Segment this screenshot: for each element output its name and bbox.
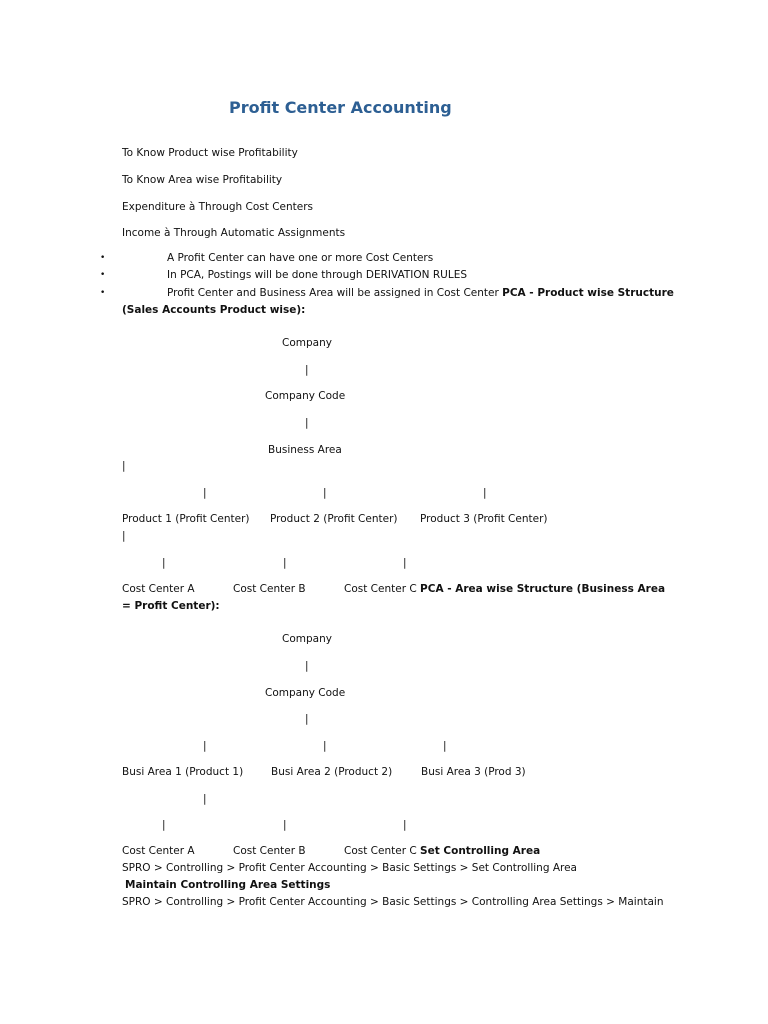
area-structure-heading: PCA - Area wise Structure (Business Area — [420, 583, 666, 595]
connector: | — [203, 793, 207, 805]
bullet-text: A Profit Center can have one or more Cost Centers — [167, 252, 434, 264]
node-busi-area: Busi Area 3 (Prod 3) — [421, 766, 526, 778]
connector: | — [122, 530, 126, 542]
intro-line: To Know Area wise Profitability — [122, 174, 283, 186]
node-cost-center — [344, 583, 665, 596]
intro-line: Expenditure à Through Cost Centers — [122, 201, 314, 213]
connector: | — [483, 487, 487, 499]
connector: | — [323, 487, 327, 499]
connector: | — [305, 417, 309, 429]
node-product: Product 1 (Profit Center) — [122, 513, 250, 525]
connector: | — [162, 819, 166, 831]
maintain-controlling-heading: Maintain Controlling Area Settings — [125, 879, 331, 891]
set-controlling-heading: Set Controlling Area — [420, 845, 541, 857]
node-busi-area: Busi Area 1 (Product 1) — [122, 766, 244, 778]
connector: | — [305, 660, 309, 672]
intro-line: To Know Product wise Profitability — [122, 147, 298, 159]
maintain-controlling-path: SPRO > Controlling > Profit Center Accounting > Basic Settings > Controlling Area Settings > Maintain — [122, 896, 664, 908]
bullet-icon: • — [100, 270, 106, 280]
node-cost-center: Cost Center A — [122, 583, 195, 595]
node-product: Product 2 (Profit Center) — [270, 513, 398, 525]
node-company-code: Company Code — [265, 390, 346, 402]
node-business-area: Business Area — [268, 444, 342, 456]
node-cost-center — [344, 845, 540, 858]
connector: | — [122, 460, 126, 472]
node-company: Company — [282, 633, 332, 645]
connector: | — [203, 740, 207, 752]
node-company: Company — [282, 337, 332, 349]
bullet-text — [167, 287, 674, 300]
bullet-icon: • — [100, 253, 106, 263]
product-structure-heading-cont: (Sales Accounts Product wise): — [122, 304, 306, 316]
connector: | — [403, 819, 407, 831]
node-company-code: Company Code — [265, 687, 346, 699]
node-cost-center-label: Cost Center C — [344, 845, 417, 857]
connector: | — [305, 364, 309, 376]
connector: | — [403, 557, 407, 569]
connector: | — [443, 740, 447, 752]
bullet-text: In PCA, Postings will be done through DERIVATION RULES — [167, 269, 467, 281]
connector: | — [162, 557, 166, 569]
node-cost-center-label: Cost Center C — [344, 583, 417, 595]
product-structure-heading: PCA - Product wise Structure — [502, 287, 674, 299]
page-title: Profit Center Accounting — [229, 98, 452, 117]
area-structure-heading-cont: = Profit Center): — [122, 600, 220, 612]
bullet-text-content: Profit Center and Business Area will be assigned in Cost Center — [167, 287, 499, 299]
node-cost-center: Cost Center A — [122, 845, 195, 857]
bullet-icon: • — [100, 288, 106, 298]
connector: | — [203, 487, 207, 499]
connector: | — [305, 713, 309, 725]
connector: | — [283, 557, 287, 569]
set-controlling-path: SPRO > Controlling > Profit Center Accounting > Basic Settings > Set Controlling Area — [122, 862, 577, 874]
intro-line: Income à Through Automatic Assignments — [122, 227, 346, 239]
connector: | — [283, 819, 287, 831]
node-cost-center: Cost Center B — [233, 583, 306, 595]
connector: | — [323, 740, 327, 752]
node-cost-center: Cost Center B — [233, 845, 306, 857]
node-busi-area: Busi Area 2 (Product 2) — [271, 766, 393, 778]
node-product: Product 3 (Profit Center) — [420, 513, 548, 525]
